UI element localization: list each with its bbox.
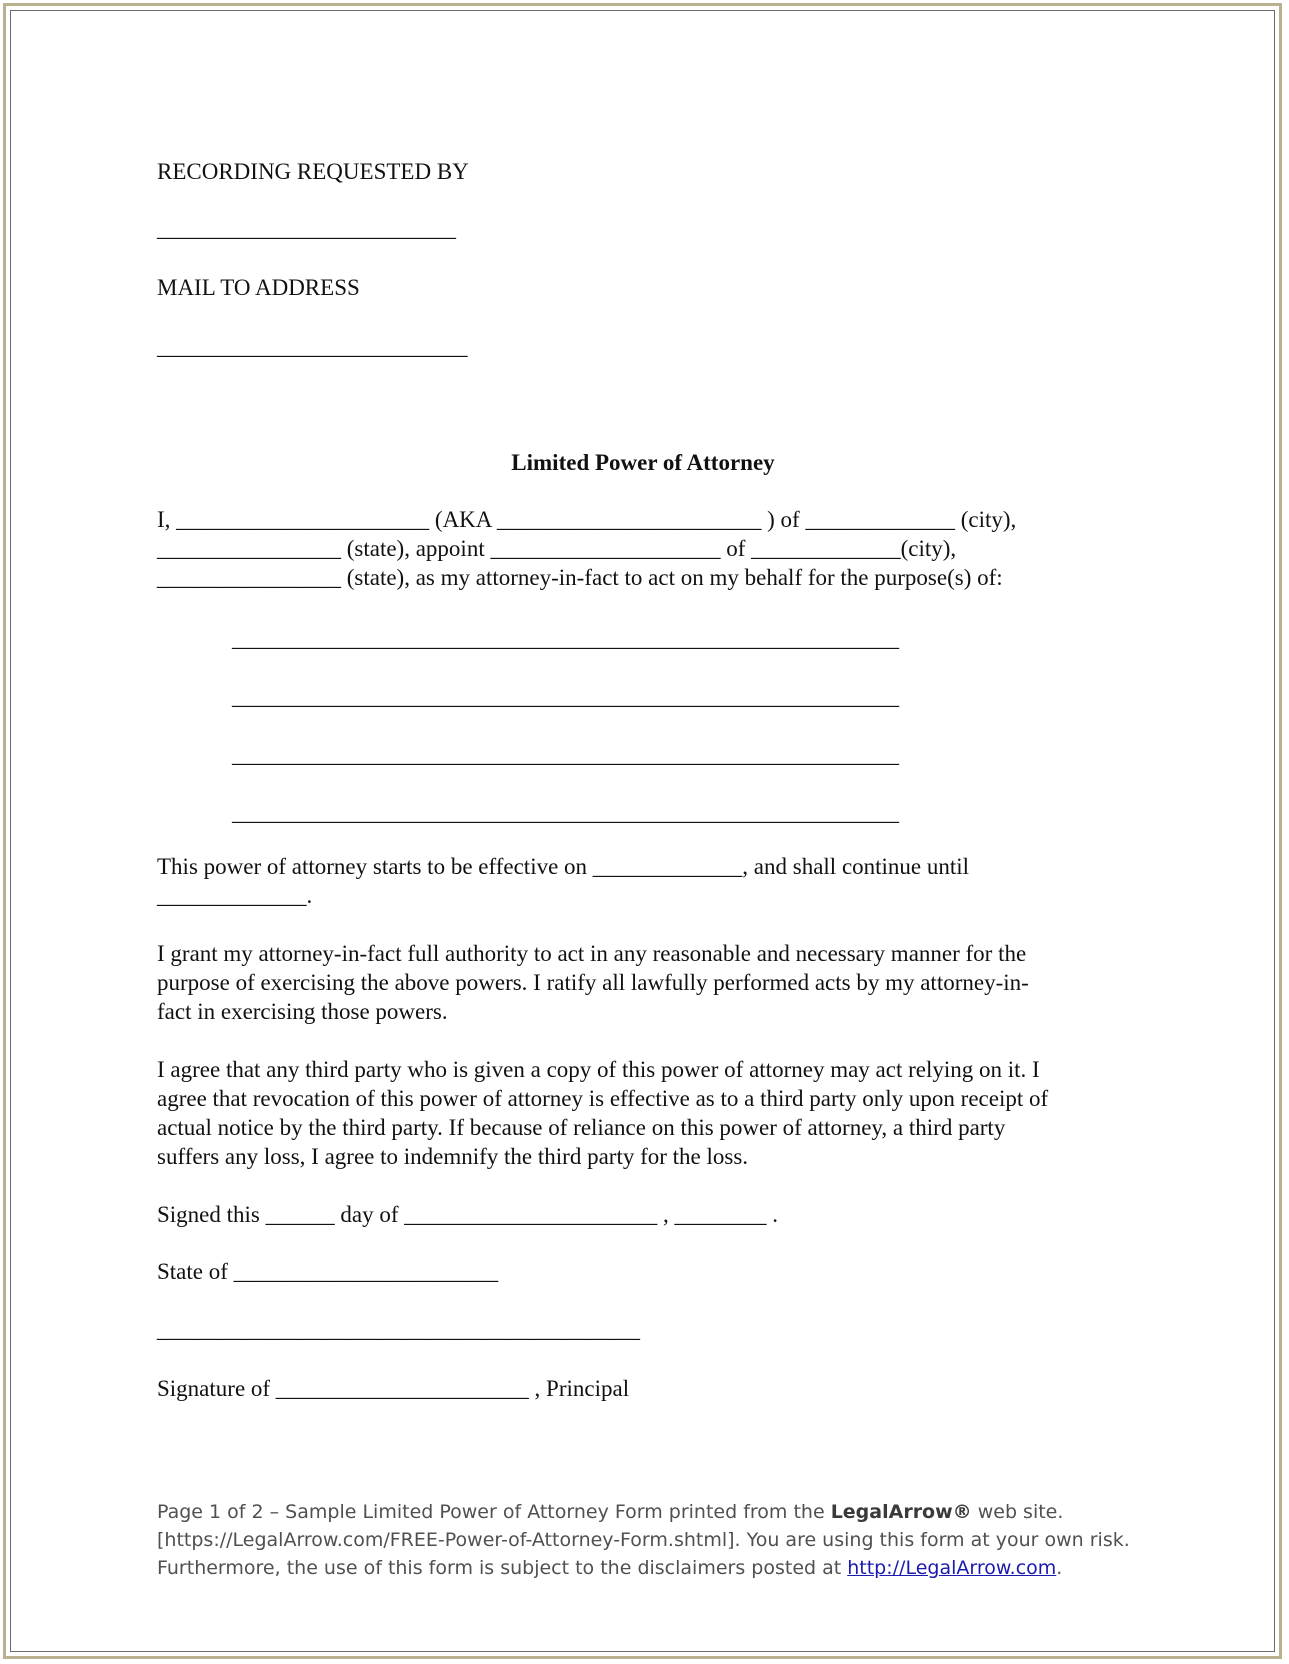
grant-line-2: purpose of exercising the above powers. I ratify all lawfully performed acts by my attorney-in-: [157, 970, 1029, 995]
grant-line-1: I grant my attorney-in-fact full authority to act in any reasonable and necessary manner for the: [157, 941, 1027, 966]
footer-text: .: [1056, 1557, 1063, 1579]
agree-line-3: actual notice by the third party. If because of reliance on this power of attorney, a third party: [157, 1115, 1006, 1140]
agree-line-1: I agree that any third party who is given a copy of this power of attorney may act relying on it. I: [157, 1057, 1040, 1082]
mail-to-address-blank: ___________________________: [157, 334, 468, 359]
footer-line-2: [https://LegalArrow.com/FREE-Power-of-Attorney-Form.shtml]. You are using this form at your own risk.: [157, 1529, 1130, 1551]
intro-line-1: I, ______________________ (AKA _______________________ ) of _____________ (city),: [157, 507, 1017, 532]
footer-text: Page 1 of 2 – Sample Limited Power of Attorney Form printed from the: [157, 1501, 831, 1523]
purpose-line: __________________________________________________________: [232, 684, 899, 709]
intro-line-3: ________________ (state), as my attorney-in-fact to act on my behalf for the purpose(s) of:: [157, 565, 1003, 590]
purpose-line: __________________________________________________________: [232, 800, 899, 825]
signature-blank: __________________________________________: [157, 1317, 640, 1342]
footer-line-3: [157, 1554, 1157, 1582]
state-of-line: State of _______________________: [157, 1259, 499, 1284]
brand-name: LegalArrow®: [830, 1501, 972, 1523]
agree-line-4: suffers any loss, I agree to indemnify the third party for the loss.: [157, 1144, 749, 1169]
mail-to-address-label: MAIL TO ADDRESS: [157, 275, 360, 300]
signature-of-line: Signature of ______________________ , Principal: [157, 1376, 630, 1401]
signed-this-line: Signed this ______ day of ______________________ , ________ .: [157, 1202, 778, 1227]
recording-requested-label: RECORDING REQUESTED BY: [157, 159, 469, 184]
recording-requested-blank: __________________________: [157, 216, 456, 241]
document-title: Limited Power of Attorney: [511, 450, 775, 475]
footer-text: Furthermore, the use of this form is subject to the disclaimers posted at: [157, 1557, 848, 1579]
footer-line-1: [157, 1498, 1157, 1526]
purpose-line: __________________________________________________________: [232, 742, 899, 767]
page-footer: [157, 1498, 1157, 1582]
agree-line-2: agree that revocation of this power of attorney is effective as to a third party only upon receipt of: [157, 1086, 1049, 1111]
footer-text: web site.: [971, 1501, 1064, 1523]
effective-line-2: _____________.: [157, 883, 313, 908]
page-border-inner: [10, 10, 1275, 1652]
grant-line-3: fact in exercising those powers.: [157, 999, 448, 1024]
purpose-line: __________________________________________________________: [232, 626, 899, 651]
intro-line-2: ________________ (state), appoint ____________________ of _____________(city),: [157, 536, 957, 561]
effective-line-1: This power of attorney starts to be effective on _____________, and shall continue until: [157, 854, 970, 879]
legalarrow-link[interactable]: http://LegalArrow.com: [847, 1557, 1057, 1579]
